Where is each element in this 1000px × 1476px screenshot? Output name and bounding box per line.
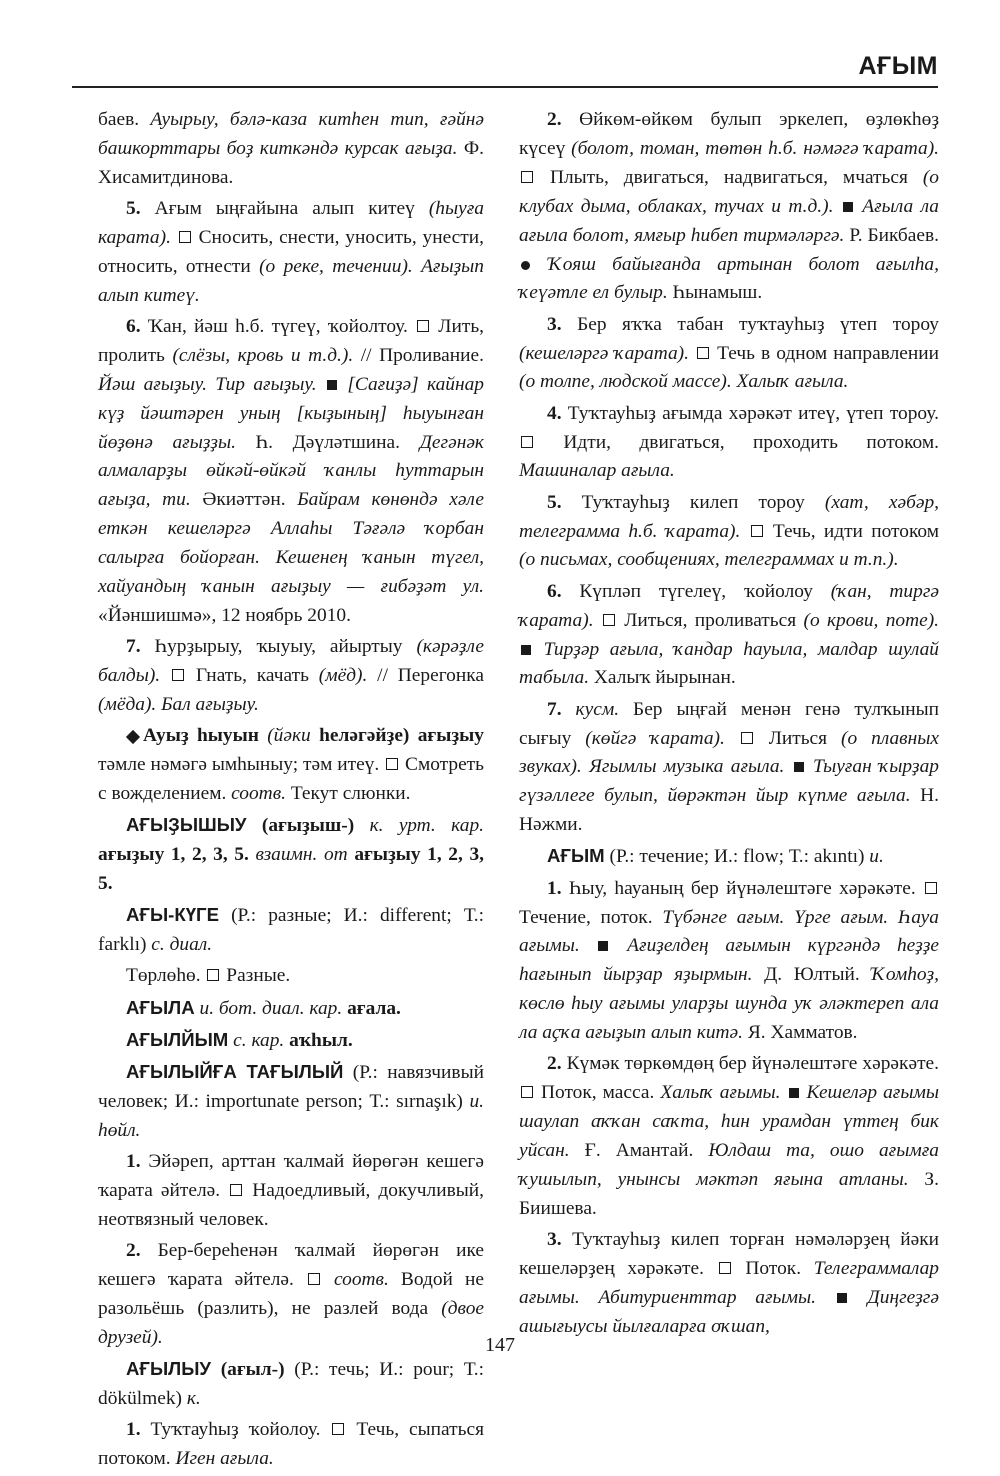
page-number: 147 bbox=[485, 1334, 515, 1356]
left-column bbox=[98, 106, 484, 1476]
right-column bbox=[519, 106, 939, 1344]
entry-paragraph: АҒЫ-КҮГЕ (Р.: разные; И.: different; Т.: farklı) с. диал. bbox=[98, 904, 484, 956]
entry-paragraph: 6. Күпләп түгелеү, ҡойолоу (ҡан, тиргә ҡарата). Литься, проливаться (о крови, поте). Тирҙәр ағыла, ҡандар һауыла, малдар шулай табыла. Халыҡ йырынан. bbox=[519, 580, 939, 689]
entry-paragraph: 1. Туҡтауһыҙ ҡойолоу. Течь, сыпаться потоком. Иген ағыла. bbox=[98, 1419, 484, 1469]
entry-paragraph: АҒЫҘЫШЫУ (ағыҙыш-) к. урт. кар. ағыҙыу 1, 2, 3, 5. взаимн. от ағыҙыу 1, 2, 3, 5. bbox=[98, 814, 484, 895]
entry-paragraph: АҒЫМ (Р.: течение; И.: flow; Т.: akıntı) и. bbox=[547, 845, 884, 868]
header-title: АҒЫМ bbox=[858, 52, 938, 80]
entry-paragraph: АҒЫЛА и. бот. диал. кар. ағала. bbox=[126, 996, 401, 1019]
entry-paragraph: 1. Эйәреп, арттан ҡалмай йөрөгән кешегә ҡарата әйтелә. Надоедливый, докучливый, неотвязный человек. bbox=[98, 1150, 484, 1230]
entry-paragraph: АҒЫЛЫУ (ағыл-) (Р.: течь; И.: pour; Т.: dökülmek) к. bbox=[98, 1357, 484, 1409]
entry-paragraph: 3. Туҡтауһыҙ килеп торған нәмәләрҙең йәки кешеләрҙең хәрәкәте. Поток. Телеграммалар ағымы. Абитуриенттар ағымы. Диңгеҙгә ашығыусы йылғаларға оҡшап, bbox=[519, 1229, 939, 1337]
entry-paragraph: Ауыҙ һыуын (йәки һеләгәйҙе) ағыҙыу тәмле нәмәгә ымһыныу; тәм итеү. Смотреть с вожделением. соотв. Текут слюнки. bbox=[98, 725, 484, 805]
entry-paragraph: 5. Туҡтауһыҙ килеп тороу (хат, хәбәр, телеграмма һ.б. ҡарата). Течь, идти потоком (о письмах, сообщениях, телеграммах и т.п.). bbox=[519, 491, 939, 571]
entry-paragraph: 2. Бер-береһенән ҡалмай йөрөгән ике кешегә ҡарата әйтелә. соотв. Водой не разольёшь (разлить), не разлей вода (двое друзей). bbox=[98, 1240, 484, 1348]
entry-paragraph: 1. Һыу, һауаның бер йүнәлештәге хәрәкәте. Течение, поток. Түбәнге ағым. Үрге ағым. Һауа ағымы. Ағиҙелдең ағымын күргәндә һеҙҙе һағынып йырҙар яҙырмын. Д. Юлтый. Ҡомһоҙ, көслө һыу ағымы уларҙы шунда уҡ әләктереп ала ла аҫҡа ағыҙып алып китә. Я. Хамматов. bbox=[519, 877, 939, 1044]
entry-paragraph: 5. Ағым ыңғайына алып китеү (һыуға карата). Сносить, снести, уносить, унести, относить, отнести (о реке, течении). Ағыҙып алып китеү. bbox=[98, 198, 484, 306]
entry-paragraph: баев. Ауырыу, бәлә-каза китһен тип, ғәйнә башкорттары боҙ киткәндә курсак ағыҙа. Ф. Хисамитдинова. bbox=[98, 109, 485, 188]
entry-paragraph: 4. Туҡтауһыҙ ағымда хәрәкәт итеү, үтеп тороу. Идти, двигаться, проходить потоком. Машиналар ағыла. bbox=[519, 402, 939, 482]
entry-paragraph: АҒЫЛЫЙҒА ТАҒЫЛЫЙ (Р.: навязчивый человек; И.: importunate person; Т.: sırnaşık) и. һөйл. bbox=[98, 1060, 484, 1141]
entry-paragraph: 6. Ҡан, йәш һ.б. түгеү, ҡойолтоу. Лить, пролить (слёзы, кровь и т.д.). // Проливание. Йәш ағыҙыу. Тир ағыҙыу. [Сағиҙә] кайнар күҙ йәштәрен уның [кыҙының] һыуынған йөҙөнә ағыҙҙы. Һ. Дәүләтшина. Дегәнәк алмаларҙы өйкәй-өйкәй ҡанлы һуттарын ағыҙа, ти. Әкиәттән. Байрам көнөндә хәле еткән кешеләргә Аллаһы Тәғәлә ҡорбан салырға бойорған. Кешенең ҡанын түгел, хайуандың ҡанын ағыҙыу — ғибәҙәт ул. «Йәншишмә», 12 ноябрь 2010. bbox=[98, 315, 485, 626]
running-header bbox=[72, 52, 938, 88]
entry-paragraph: 3. Бер яҡҡа табан туҡтауһыҙ үтеп тороу (кешеләргә ҡарата). Течь в одном направлении (о толпе, людской массе). Халыҡ ағыла. bbox=[519, 313, 939, 393]
entry-paragraph: 7. кусм. Бер ыңғай менән генә тулҡынып сығыу (көйгә ҡарата). Литься (о плавных звуках). Ягымлы музыка ағыла. Тыуған ҡырҙар гүзәллеге булып, йөрәктән йыр күпме ағыла. Н. Нәжми. bbox=[519, 698, 939, 836]
entry-paragraph: Төрлөһө. Разные. bbox=[126, 965, 291, 987]
entry-paragraph: 7. Һурҙырыу, ҡыуыу, айыртыу (кәрәҙле балды). Гнать, качать (мёд). // Перегонка (мёда). Бал ағыҙыу. bbox=[98, 636, 484, 716]
entry-paragraph: 2. Өйкөм-өйкөм булып эркелеп, өҙлөкһөҙ күсеү (болот, томан, төтөн һ.б. нәмәгә ҡарата). Плыть, двигаться, надвигаться, мчаться (о клубах дыма, облаках, тучах и т.д.). Ағыла ла ағыла болот, ямғыр һибеп тирмәләргә. Р. Бикбаев. Ҡояш байығанда артынан болот ағылһа, ҡеүәтле ел булыр. Һынамыш. bbox=[519, 109, 940, 304]
entry-paragraph: АҒЫЛЙЫМ с. кар. аҡһыл. bbox=[126, 1028, 353, 1051]
entry-paragraph: 2. Күмәк төркөмдөң бер йүнәлештәге хәрәкәте. Поток, масса. Халыҡ ағымы. Кешеләр ағымы шаулап аҡҡан саҡта, һин урамдан үттең бик уйсан. Ғ. Амантай. Юлдаш та, ошо ағымға ҡушылып, унынсы мәктәп яғына атланы. З. Биишева. bbox=[519, 1053, 939, 1219]
